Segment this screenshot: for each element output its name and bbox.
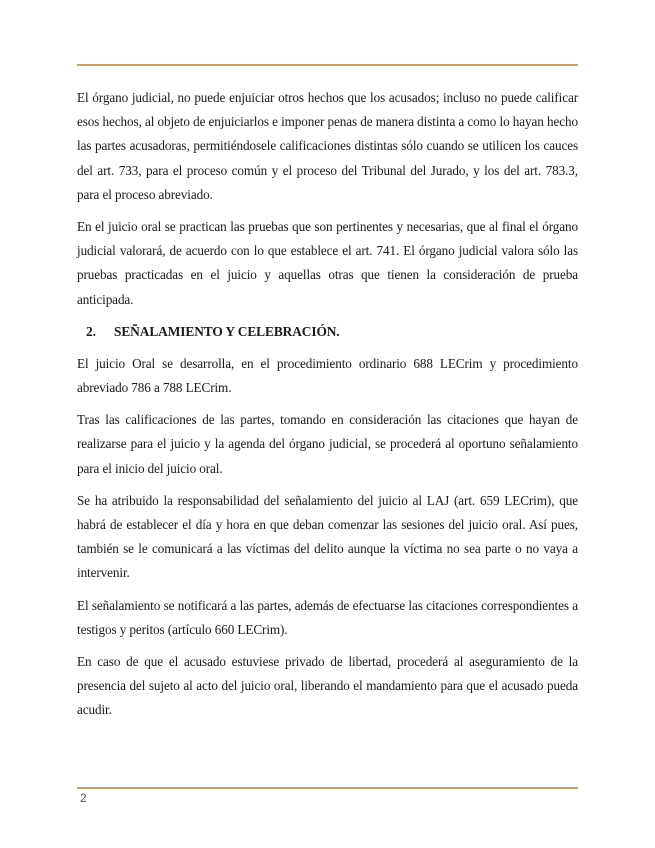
paragraph: Se ha atribuido la responsabilidad del señalamiento del juicio al LAJ (art. 659 LECrim), que habrá de establecer el día y hora en que deban comenzar las sesiones del juicio oral. Así pues, también se le comunicará a las víctimas del delito aunque la víctima no sea parte o no vaya a intervenir.: [77, 492, 578, 581]
paragraph: En el juicio oral se practican las pruebas que son pertinentes y necesarias, que al final el órgano judicial valorará, de acuerdo con lo que establece el art. 741. El órgano judicial valora sólo las pruebas practicadas en el juicio y aquellas otras que tienen la consideración de prueba anticipada.: [77, 219, 578, 307]
footer-rule: [77, 787, 578, 789]
document-body: [77, 86, 578, 731]
page-number: 2: [80, 791, 87, 805]
section-heading: [77, 320, 578, 344]
section-number: 2.: [86, 323, 96, 339]
paragraph: En caso de que el acusado estuviese privado de libertad, procederá al aseguramiento de la presencia del sujeto al acto del juicio oral, liberando el mandamiento para que el acusado pueda acudir.: [77, 654, 578, 718]
header-rule: [77, 64, 578, 66]
paragraph: El señalamiento se notificará a las partes, además de efectuarse las citaciones correspondientes a testigos y peritos (artículo 660 LECrim).: [77, 597, 578, 637]
paragraph: El juicio Oral se desarrolla, en el procedimiento ordinario 688 LECrim y procedimiento abreviado 786 a 788 LECrim.: [77, 355, 578, 396]
paragraph: El órgano judicial, no puede enjuiciar otros hechos que los acusados; incluso no puede calificar esos hechos, al objeto de enjuiciarlos e imponer penas de manera distinta a como lo hayan hecho las partes acusadoras, permitiéndosele calificaciones distintas sólo cuando se utilicen los cauces del art. 733, para el proceso común y el proceso del Tribunal del Jurado, y los del art. 783.3, para el proceso abreviado.: [77, 90, 578, 202]
section-title: SEÑALAMIENTO Y CELEBRACIÓN.: [114, 323, 340, 339]
paragraph: Tras las calificaciones de las partes, tomando en consideración las citaciones que hayan de realizarse para el juicio y la agenda del órgano judicial, se procederá al oportuno señalamiento para el inicio del juicio oral.: [77, 412, 578, 476]
